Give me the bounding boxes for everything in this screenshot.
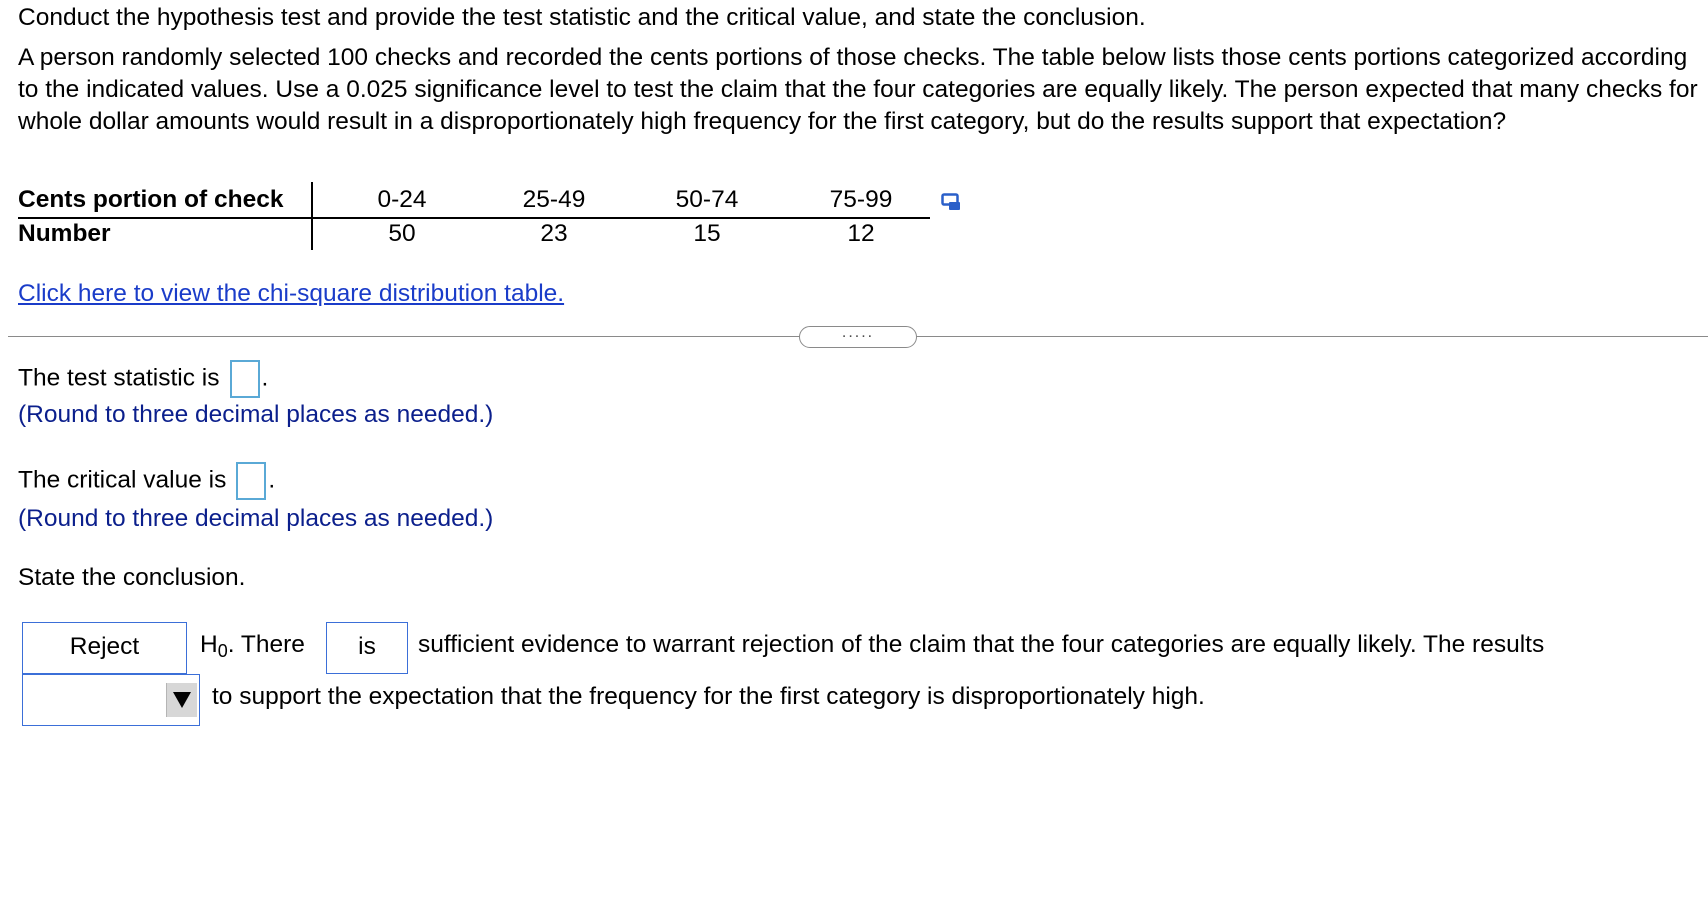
critical-value-input[interactable] [236,462,266,500]
table-category: 0-24 [377,186,427,213]
chi-square-table-link[interactable]: Click here to view the chi-square distribution table. [18,280,565,307]
question-instruction: Conduct the hypothesis test and provide the test statistic and the critical value, and state the conclusion. [18,4,1146,31]
there-text: . There [227,631,305,658]
question-paragraph: A person randomly selected 100 checks and recorded the cents portions of those checks. The table below lists those cents portions categorized according to the indicated values. Use a 0.025 significance level to test the claim that the four categories are equally likely. The person expected that many checks for whole dollar amounts would result in a disproportionately high frequency for the first category, but do the results support that expectation? [18,44,1698,135]
critical-value-line: The critical value is . [18,462,275,500]
table-count: 23 [540,220,568,247]
table-category: 75-99 [829,186,893,213]
decision-dropdown[interactable]: Reject [22,622,187,674]
table-count: 50 [388,220,416,247]
test-statistic-line: The test statistic is . [18,360,268,398]
table-vertical-rule [311,182,313,250]
support-dropdown[interactable] [22,674,200,726]
table-count: 12 [847,220,875,247]
test-statistic-input[interactable] [230,360,260,398]
null-hypothesis-text [200,631,305,659]
conclusion-sentence-1: sufficient evidence to warrant rejection of the claim that the four categories are equally likely. The results [418,631,1545,658]
critical-value-hint: (Round to three decimal places as needed.) [18,505,494,532]
evidence-dropdown[interactable]: is [326,622,408,674]
h0-letter: H [200,631,218,658]
table-count: 15 [693,220,721,247]
conclusion-label: State the conclusion. [18,564,246,591]
h0-subscript: 0 [217,641,228,661]
copy-table-icon[interactable] [941,193,963,213]
table-horizontal-rule [18,217,930,219]
more-dots-icon[interactable]: ..... [799,326,917,348]
test-statistic-label: The test statistic is [18,364,220,392]
table-header-label: Cents portion of check [18,186,284,213]
table-category: 50-74 [675,186,739,213]
conclusion-sentence-2: to support the expectation that the frequency for the first category is disproportionately high. [212,683,1205,710]
dropdown-arrow-icon[interactable] [166,683,197,717]
table-category: 25-49 [522,186,586,213]
critical-value-label: The critical value is [18,466,227,494]
table-row-label: Number [18,220,111,247]
test-statistic-hint: (Round to three decimal places as needed.) [18,401,494,428]
